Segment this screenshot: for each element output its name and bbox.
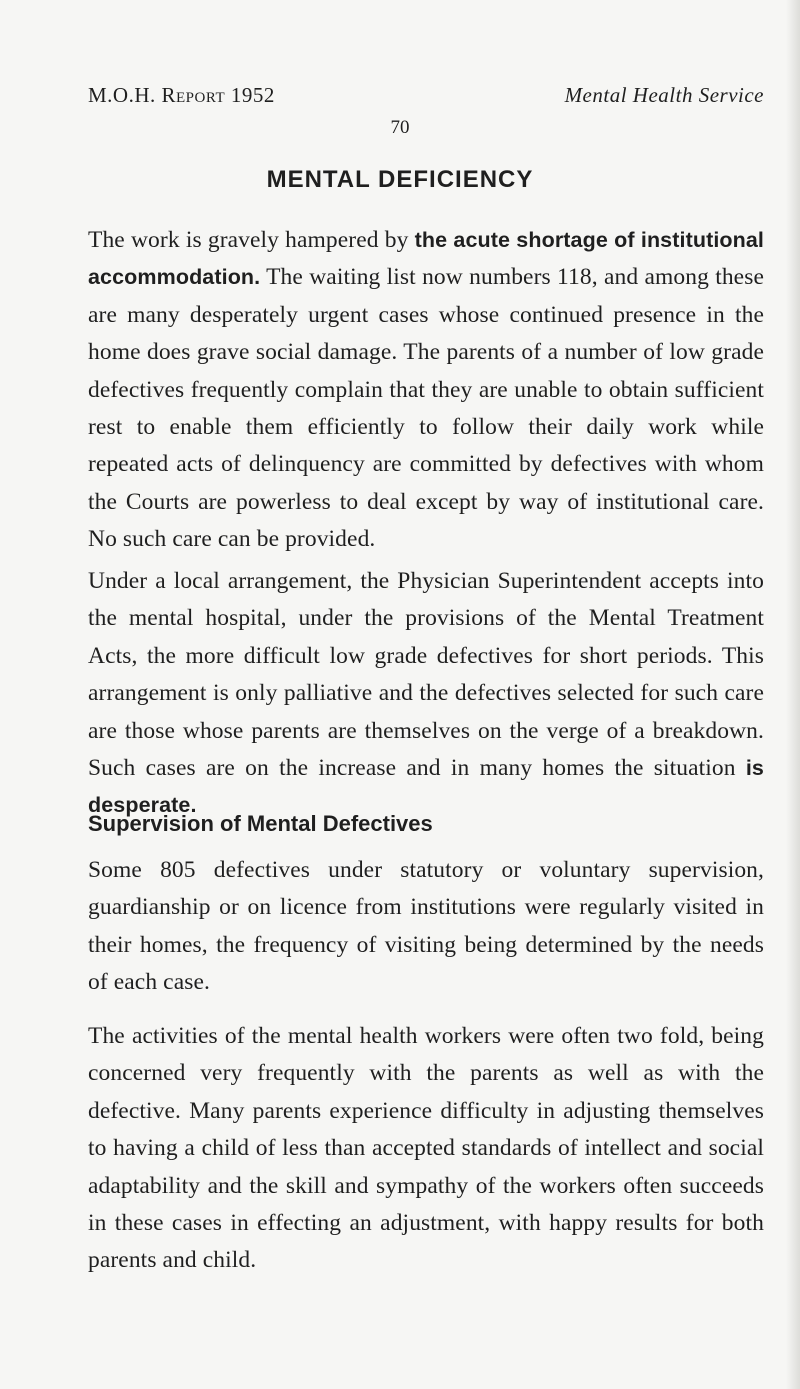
service-title: Mental Health Service [564, 83, 764, 107]
report-title: M.O.H. Report 1952 [88, 83, 275, 107]
page-edge-shadow [786, 0, 800, 1389]
paragraph-text: The waiting list now numbers 118, and among these are many desperately urgent cases whose continued presence in the home does grave social damage. The parents of a number of low grade defectives frequently complain that they are unable to obtain sufficient rest to enable them efficiently to follow their daily work while repeated acts of delinquency are committed by defectives with whom the Courts are powerless to deal except by way of institutional care. No such care can be provided. [88, 264, 764, 553]
emphasis-text: is desperate. [88, 756, 764, 818]
section-heading: MENTAL DEFICIENCY [266, 166, 534, 193]
paragraph-text: Under a local arrangement, the Physician Superintendent accepts into the mental hospital, under the provisions of the Mental Treatment Acts, the more difficult low grade defectives for short periods. This arrangement is only palliative and the defectives selected for such care are those whose parents are themselves on the verge of a breakdown. Such cases are on the increase and in many homes the situation [88, 568, 764, 782]
page-number: 70 [390, 117, 410, 138]
paragraph-supervision: Some 805 defectives under statutory or voluntary supervision, guardianship or on licence from institutions were regularly visited in their homes, the frequency of visiting being determined by the needs of each case. [88, 857, 764, 996]
paragraph-local-arrangement [88, 563, 764, 825]
paragraph-text: The work is gravely hampered by [88, 227, 415, 253]
emphasis-text: the acute shortage of institutional accommodation. [88, 228, 764, 290]
paragraph-mental-health-workers: The activities of the mental health workers were often two fold, being concerned very frequently with the parents as well as with the defective. Many parents experience difficulty in adjusting themselves to having a child of less than accepted standards of intellect and social adaptability and the skill and sympathy of the workers often succeeds in these cases in effecting an adjustment, with happy results for both parents and child. [88, 1023, 764, 1274]
running-head [88, 83, 764, 113]
paragraph-institutional-shortage [88, 222, 764, 559]
subsection-heading: Supervision of Mental Defectives [88, 811, 433, 836]
